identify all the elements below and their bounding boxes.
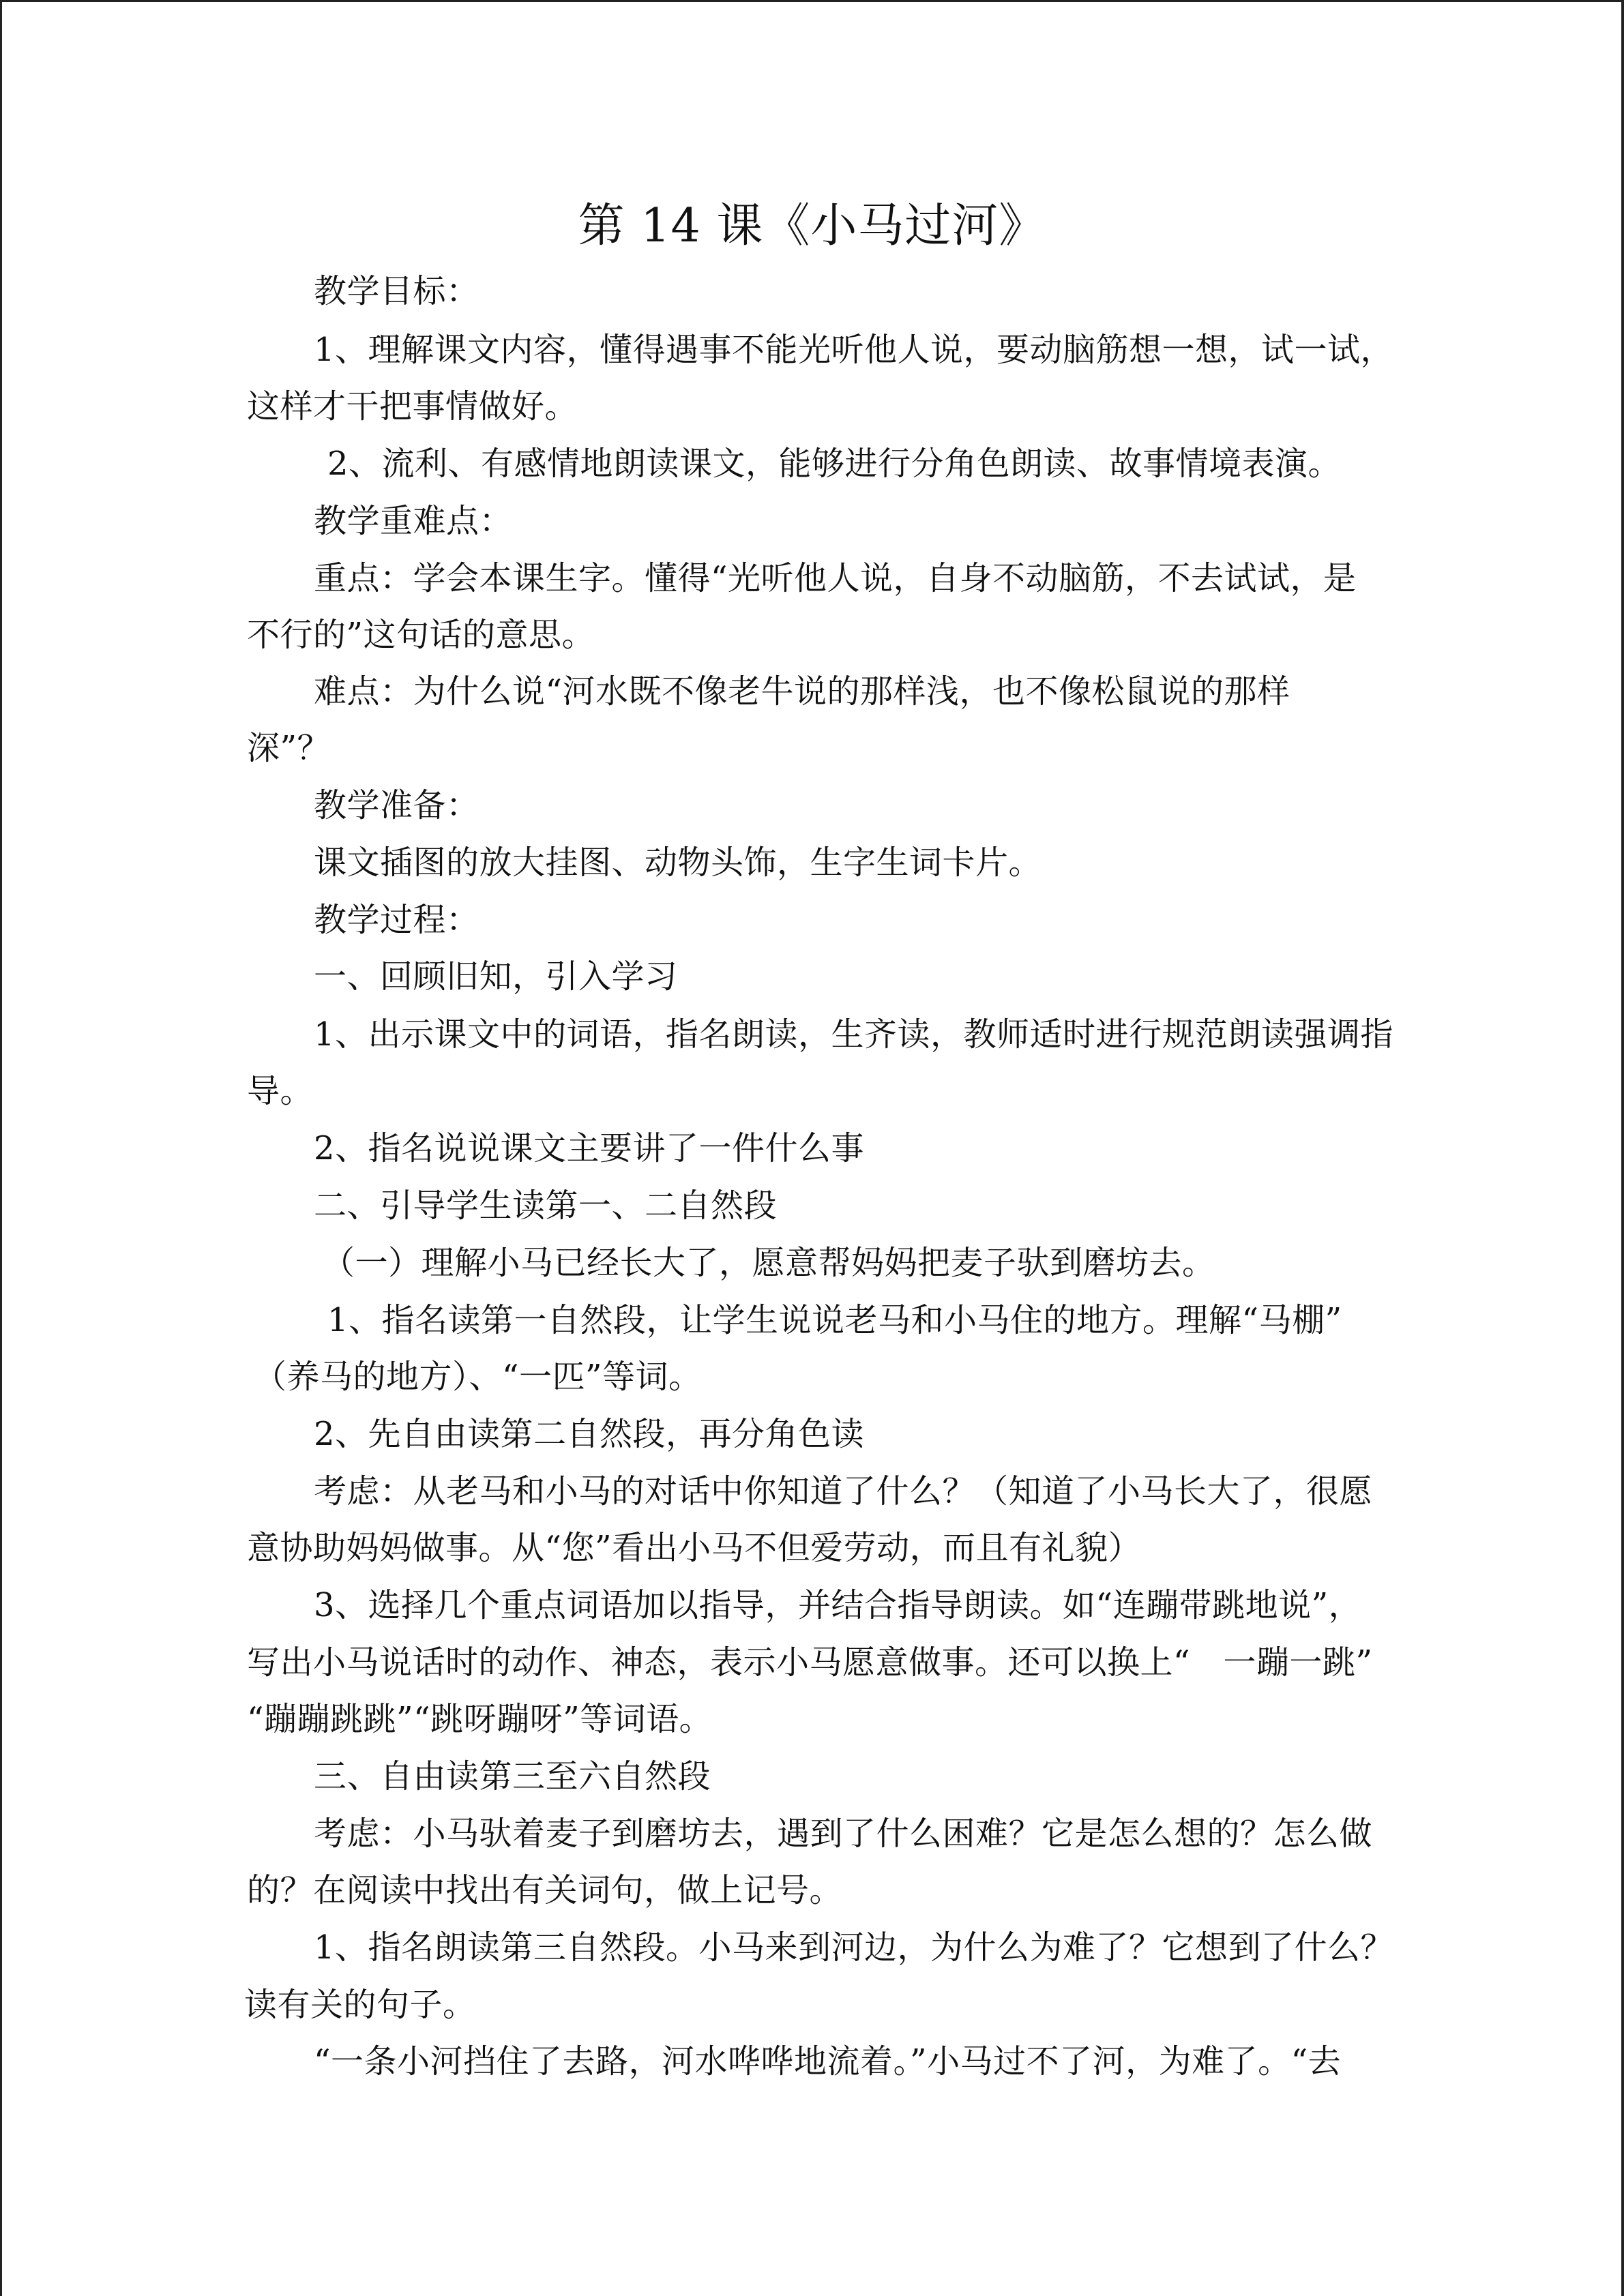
paragraph-think-2-cont: 的？在阅读中找出有关词句，做上记号。 (247, 1871, 843, 1909)
section-heading-1: 一、回顾旧知，引入学习 (314, 957, 678, 996)
page-border-top (0, 0, 1624, 2)
paragraph-think-2: 考虑：小马驮着麦子到磨坊去，遇到了什么困难？它是怎么想的？怎么做 (314, 1815, 1373, 1853)
paragraph-step-2-2: 2、先自由读第二自然段，再分角色读 (314, 1415, 865, 1453)
document-title: 第 14 课《小马过河》 (578, 199, 1046, 253)
paragraph-step-2-1-cont: （养马的地方）、“一匹”等词。 (254, 1358, 702, 1396)
paragraph-step-3-1: 1、指名朗读第三自然段。小马来到河边，为什么为难了？它想到了什么？ (314, 1928, 1394, 1967)
paragraph-step-1-1-cont: 导。 (247, 1072, 314, 1110)
paragraph-goal-1-cont: 这样才干把事情做好。 (247, 387, 578, 426)
paragraph-quote: “一条小河挡住了去路，河水哗哗地流着。”小马过不了河，为难了。“去 (314, 2042, 1342, 2081)
paragraph-difficult-point: 难点：为什么说“河水既不像老牛说的那样浅，也不像松鼠说的那样 (314, 672, 1290, 711)
section-heading-3: 三、自由读第三至六自然段 (314, 1757, 711, 1795)
paragraph-preparation: 课文插图的放大挂图、动物头饰，生字生词卡片。 (314, 844, 1042, 882)
paragraph-think-1: 考虑：从老马和小马的对话中你知道了什么？（知道了小马长大了，很愿 (314, 1472, 1373, 1510)
paragraph-goal-1: 1、理解课文内容，懂得遇事不能光听他人说，要动脑筋想一想，试一试， (314, 331, 1394, 369)
paragraph-step-1-2: 2、指名说说课文主要讲了一件什么事 (314, 1129, 865, 1167)
heading-preparation: 教学准备： (314, 786, 479, 824)
paragraph-goal-2: 2、流利、有感情地朗读课文，能够进行分角色朗读、故事情境表演。 (327, 445, 1342, 483)
paragraph-step-2-3: 3、选择几个重点词语加以指导，并结合指导朗读。如“连蹦带跳地说”， (314, 1586, 1362, 1624)
heading-process: 教学过程： (314, 901, 479, 939)
section-heading-2: 二、引导学生读第一、二自然段 (314, 1187, 778, 1225)
heading-key-difficult: 教学重难点： (314, 502, 513, 540)
paragraph-step-1-1: 1、出示课文中的词语，指名朗读，生齐读，教师适时进行规范朗读强调指 (314, 1015, 1394, 1054)
paragraph-step-2-3-cont: 写出小马说话时的动作、神态，表示小马愿意做事。还可以换上“ 一蹦一跳” (247, 1643, 1373, 1682)
paragraph-step-2-1: 1、指名读第一自然段，让学生说说老马和小马住的地方。理解“马棚” (327, 1301, 1342, 1339)
page-border-left (0, 0, 2, 2296)
paragraph-step-2-3-cont2: “蹦蹦跳跳”“跳呀蹦呀”等词语。 (247, 1700, 713, 1738)
page-border-right (1621, 0, 1624, 2296)
paragraph-think-1-cont: 意协助妈妈做事。从“您”看出小马不但爱劳动，而且有礼貌） (247, 1529, 1142, 1567)
paragraph-step-3-1-cont: 读有关的句子。 (244, 1986, 476, 2024)
paragraph-key-point-cont: 不行的”这句话的意思。 (247, 616, 595, 654)
paragraph-key-point: 重点：学会本课生字。懂得“光听他人说，自身不动脑筋，不去试试，是 (314, 559, 1357, 597)
subsection-heading-2-1: （一）理解小马已经长大了，愿意帮妈妈把麦子驮到磨坊去。 (322, 1244, 1215, 1282)
paragraph-difficult-point-cont: 深”？ (247, 729, 331, 767)
heading-teaching-goals: 教学目标： (314, 272, 479, 310)
